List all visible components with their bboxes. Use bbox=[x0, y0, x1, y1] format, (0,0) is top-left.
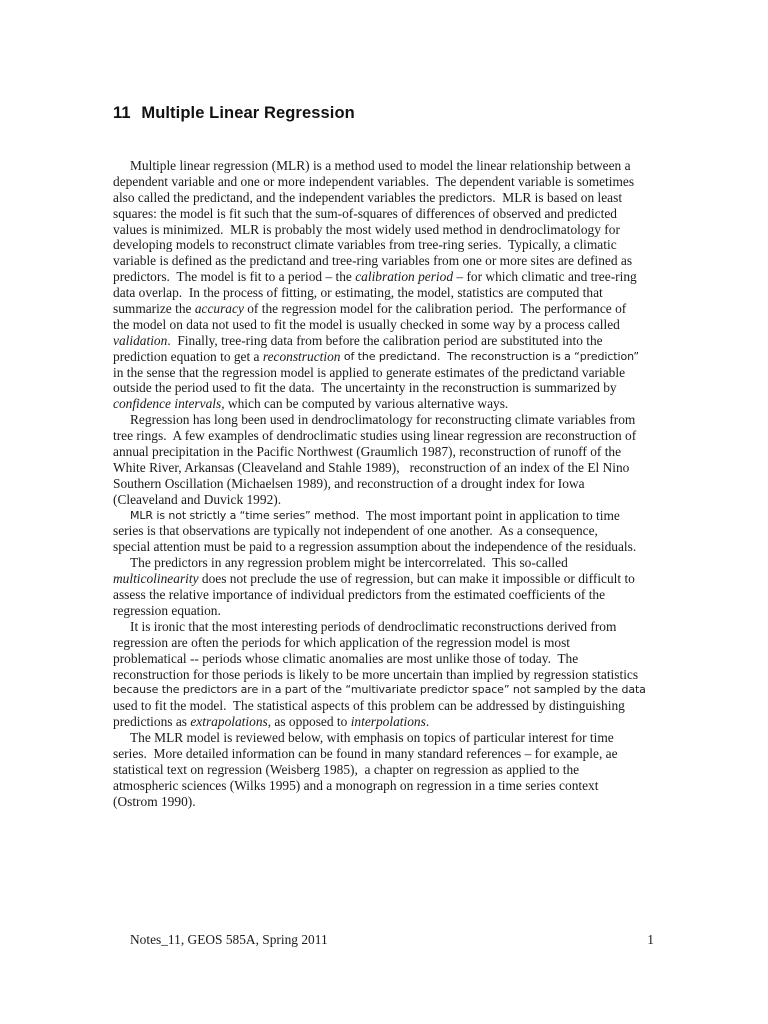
text-segment: MLR is not strictly a “time series” method. bbox=[130, 508, 360, 522]
text-segment: The predictors in any regression problem might be intercorrelated. This so-called bbox=[130, 555, 568, 571]
text-line bbox=[113, 587, 658, 603]
emphasized-term: validation bbox=[113, 332, 168, 348]
text-line bbox=[113, 682, 658, 698]
text-line bbox=[113, 714, 658, 730]
text-segment: series is that observations are typically not independent of one another. As a consequence, bbox=[113, 523, 598, 539]
text-line bbox=[113, 222, 658, 238]
text-line bbox=[113, 730, 658, 746]
text-line bbox=[113, 603, 658, 619]
page-footer bbox=[130, 932, 654, 948]
text-line bbox=[113, 158, 658, 174]
text-line bbox=[113, 508, 658, 524]
text-segment: It is ironic that the most interesting periods of dendroclimatic reconstructions derived from bbox=[130, 618, 617, 634]
text-segment: outside the period used to fit the data. The uncertainty in the reconstruction is summarized by bbox=[113, 380, 617, 396]
text-line bbox=[113, 571, 658, 587]
section-heading bbox=[113, 104, 355, 123]
text-line bbox=[113, 301, 658, 317]
text-segment: which can be computed by various alternative ways. bbox=[224, 396, 509, 412]
text-segment: special attention must be paid to a regression assumption about the independence of the residuals. bbox=[113, 539, 637, 555]
text-line bbox=[113, 746, 658, 762]
body-text bbox=[113, 158, 658, 810]
emphasized-term: multicolinearity bbox=[113, 571, 199, 587]
text-segment: because the predictors are in a part of the “multivariate predictor space” not sampled by the data bbox=[113, 683, 646, 697]
emphasized-term: confidence intervals, bbox=[113, 396, 225, 412]
text-segment: squares: the model is fit such that the sum-of-squares of differences of observed and predicted bbox=[113, 205, 617, 221]
text-line bbox=[113, 317, 658, 333]
text-line bbox=[113, 651, 658, 667]
text-line bbox=[113, 333, 658, 349]
text-segment: predictions as bbox=[113, 714, 191, 730]
text-segment: (Cleaveland and Duvick 1992). bbox=[113, 491, 282, 507]
emphasized-term: extrapolations bbox=[190, 714, 268, 730]
text-line bbox=[113, 206, 658, 222]
text-segment: regression are often the periods for which application of the regression model is most bbox=[113, 634, 571, 650]
text-line bbox=[113, 380, 658, 396]
text-segment: The most important point in application to time bbox=[359, 507, 620, 523]
text-line bbox=[113, 539, 658, 555]
emphasized-term: reconstruction bbox=[262, 348, 341, 364]
text-segment: reconstruction for those periods is likely to be more uncertain than implied by regression statistics bbox=[113, 666, 639, 682]
text-segment: also called the predictand, and the independent variables the predictors. MLR is based on least bbox=[113, 189, 623, 205]
emphasized-term: calibration period bbox=[355, 269, 454, 285]
text-segment: values is minimized. MLR is probably the most widely used method in dendroclimatology for bbox=[113, 221, 620, 237]
text-segment: White River, Arkansas (Cleaveland and Stahle 1989), reconstruction of an index of the El Nino bbox=[113, 459, 630, 475]
text-line bbox=[113, 269, 658, 285]
text-segment: regression equation. bbox=[113, 602, 221, 618]
text-line bbox=[113, 253, 658, 269]
text-line bbox=[113, 412, 658, 428]
text-segment: developing models to reconstruct climate variables from tree-ring series. Typically, a climatic bbox=[113, 237, 617, 253]
text-segment: problematical -- periods whose climatic anomalies are most unlike those of today. The bbox=[113, 650, 579, 666]
text-line bbox=[113, 190, 658, 206]
text-line bbox=[113, 365, 658, 381]
section-title: Multiple Linear Regression bbox=[141, 104, 355, 122]
text-segment: summarize the bbox=[113, 301, 195, 317]
text-segment: The MLR model is reviewed below, with emphasis on topics of particular interest for time bbox=[130, 730, 614, 746]
text-segment: . Finally, tree-ring data from before the calibration period are substituted into the bbox=[167, 332, 603, 348]
text-segment: Regression has long been used in dendroclimatology for reconstructing climate variables from bbox=[130, 412, 636, 428]
text-segment: , as opposed to bbox=[267, 714, 351, 730]
text-line bbox=[113, 492, 658, 508]
text-segment: Multiple linear regression (MLR) is a method used to model the linear relationship between a bbox=[130, 158, 631, 173]
text-segment: predictors. The model is fit to a period – the bbox=[113, 269, 356, 285]
text-segment: annual precipitation in the Pacific Northwest (Graumlich 1987), reconstruction of runoff of the bbox=[113, 444, 622, 460]
text-segment: atmospheric sciences (Wilks 1995) and a monograph on regression in a time series context bbox=[113, 777, 599, 793]
text-line bbox=[113, 635, 658, 651]
text-segment: assess the relative importance of individual predictors from the estimated coefficients of the bbox=[113, 587, 606, 603]
text-line bbox=[113, 619, 658, 635]
text-line bbox=[113, 349, 658, 365]
text-segment: variable is defined as the predictand and tree-ring variables from one or more sites are defined as bbox=[113, 253, 633, 269]
text-segment: data overlap. In the process of fitting, or estimating, the model, statistics are computed that bbox=[113, 285, 603, 301]
text-segment: Southern Oscillation (Michaelsen 1989), and reconstruction of a drought index for Iowa bbox=[113, 475, 585, 491]
page-number: 1 bbox=[647, 932, 654, 947]
text-line bbox=[113, 396, 658, 412]
text-segment: (Ostrom 1990). bbox=[113, 793, 196, 809]
text-line bbox=[113, 460, 658, 476]
emphasized-term: interpolations bbox=[350, 714, 426, 730]
text-segment: dependent variable and one or more independent variables. The dependent variable is sometimes bbox=[113, 173, 635, 189]
text-line bbox=[113, 174, 658, 190]
text-line bbox=[113, 778, 658, 794]
text-segment: tree rings. A few examples of dendroclimatic studies using linear regression are reconstruction of bbox=[113, 428, 637, 444]
text-segment: prediction equation to get a bbox=[113, 348, 263, 364]
text-line bbox=[113, 428, 658, 444]
text-segment: does not preclude the use of regression, but can make it impossible or difficult to bbox=[198, 571, 635, 587]
text-line bbox=[113, 237, 658, 253]
text-segment: the model on data not used to fit the model is usually checked in some way by a process called bbox=[113, 316, 620, 332]
text-line bbox=[113, 555, 658, 571]
footer-course-label: Notes_11, GEOS 585A, Spring 2011 bbox=[130, 932, 328, 947]
text-line bbox=[113, 667, 658, 683]
section-number: 11 bbox=[113, 104, 131, 122]
text-segment: . bbox=[425, 714, 430, 730]
text-line bbox=[113, 285, 658, 301]
text-line bbox=[113, 794, 658, 810]
emphasized-term: accuracy bbox=[194, 301, 244, 317]
text-segment: used to fit the model. The statistical aspects of this problem can be addressed by distinguishing bbox=[113, 698, 625, 714]
text-line bbox=[113, 444, 658, 460]
text-line bbox=[113, 762, 658, 778]
text-segment: statistical text on regression (Weisberg 1985), a chapter on regression as applied to the bbox=[113, 761, 580, 777]
text-line bbox=[113, 476, 658, 492]
text-segment: series. More detailed information can be found in many standard references – for example, ae bbox=[113, 745, 618, 761]
text-segment: of the regression model for the calibration period. The performance of bbox=[243, 301, 627, 317]
text-segment: – for which climatic and tree-ring bbox=[453, 269, 637, 285]
text-line bbox=[113, 523, 658, 539]
text-segment: of the predictand. The reconstruction is a “prediction” bbox=[340, 349, 639, 363]
text-line bbox=[113, 698, 658, 714]
text-segment: in the sense that the regression model is applied to generate estimates of the predictand variable bbox=[113, 364, 626, 380]
